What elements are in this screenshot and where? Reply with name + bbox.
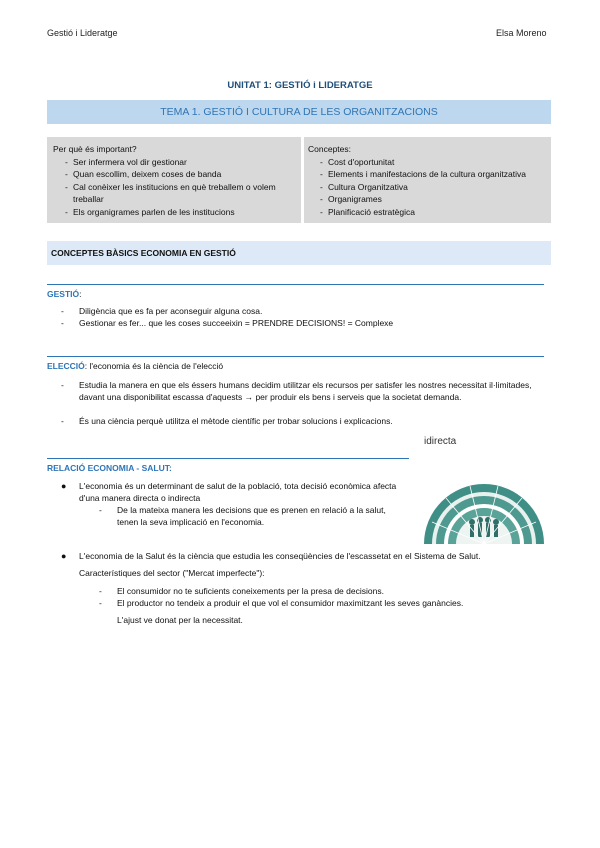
theme-title: TEMA 1. GESTIÓ I CULTURA DE LES ORGANITZACIONS: [47, 100, 551, 124]
features-label: Característiques del sector ("Mercat imperfecte"):: [79, 568, 265, 578]
concepts-list: [308, 156, 548, 219]
list-item: - Els organigrames parlen de les institucions: [53, 206, 299, 219]
list-item: - De la mateixa manera les decisions que es prenen en relació a la salut, tenen la seva implicació en l'economia.: [99, 505, 386, 527]
section-title-bar: [47, 241, 551, 265]
concepts-heading: Conceptes:: [308, 144, 351, 154]
list-item: - Organigrames: [308, 193, 548, 206]
relacio-block: [47, 480, 409, 528]
intro-concepts: [308, 143, 548, 218]
list-item: - El productor no tendeix a produir el que vol el consumidor maximitzant les seves ganàncies.: [99, 598, 464, 608]
header-right: Elsa Moreno: [496, 28, 547, 38]
section-title: CONCEPTES BÀSICS ECONOMIA EN GESTIÓ: [51, 248, 236, 258]
importance-list: [53, 156, 299, 219]
unit-title: UNITAT 1: GESTIÓ i LIDERATGE: [227, 80, 373, 91]
gestio-heading: GESTIÓ:: [47, 289, 82, 299]
figure-label: idirecta: [424, 436, 457, 447]
list-item: ● L'economia de la Salut és la ciència que estudia les conseqüències de l'escassetat en el Sistema de Salut.: [61, 551, 481, 561]
list-item: - El consumidor no te suficients coneixements per la presa de decisions.: [99, 586, 384, 596]
list-item: - Quan escollim, deixem coses de banda: [53, 168, 299, 181]
gestio-list: [47, 305, 547, 329]
list-item: - Estudia la manera en que els éssers humans decidim utilitzar els recursos per satisfer les nostres necessitat il·limitades, davant una disponibilitat escassa d'aquests → per produir els bens i serveis que la societat demanda.: [61, 380, 532, 402]
list-item: - Cultura Organitzativa: [308, 181, 548, 194]
closing-note: L'ajust ve donat per la necessitat.: [117, 615, 243, 625]
list-item: - Cal conèixer les institucions en què treballem o volem treballar: [53, 181, 299, 206]
header-left: Gestió i Lideratge: [47, 28, 118, 38]
eleccio-list: [47, 379, 547, 427]
section-divider: [47, 458, 409, 459]
list-item: - Cost d'oportunitat: [308, 156, 548, 169]
list-item: - Planificació estratègica: [308, 206, 548, 219]
list-item: - Elements i manifestacions de la cultura organitzativa: [308, 168, 548, 181]
section-divider: [47, 284, 544, 285]
section-divider: [47, 356, 544, 357]
health-determinants-figure: [420, 436, 548, 548]
relacio-block-2: [47, 550, 552, 626]
list-item: - Ser infermera vol dir gestionar: [53, 156, 299, 169]
eleccio-heading: ELECCIÓ: l'economia és la ciència de l'elecció: [47, 361, 224, 371]
list-item: ● L'economia és un determinant de salut de la població, tota decisió econòmica afecta d'una manera directa o indirecta: [61, 481, 397, 503]
list-item: - Gestionar es fer... que les coses succeeixin = PRENDRE DECISIONS! = Complexe: [61, 318, 394, 328]
list-item: - És una ciència perquè utilitza el mètode científic per trobar solucions i explicacions.: [61, 416, 393, 426]
intro-divider: [301, 137, 304, 223]
intro-box: [47, 137, 551, 223]
list-item: - Diligència que es fa per aconseguir alguna cosa.: [61, 306, 263, 316]
rainbow-diagram: [420, 436, 548, 548]
importance-heading: Per què és important?: [53, 144, 137, 154]
relacio-heading: RELACIÓ ECONOMIA - SALUT:: [47, 463, 172, 473]
intro-importance: [53, 143, 299, 218]
